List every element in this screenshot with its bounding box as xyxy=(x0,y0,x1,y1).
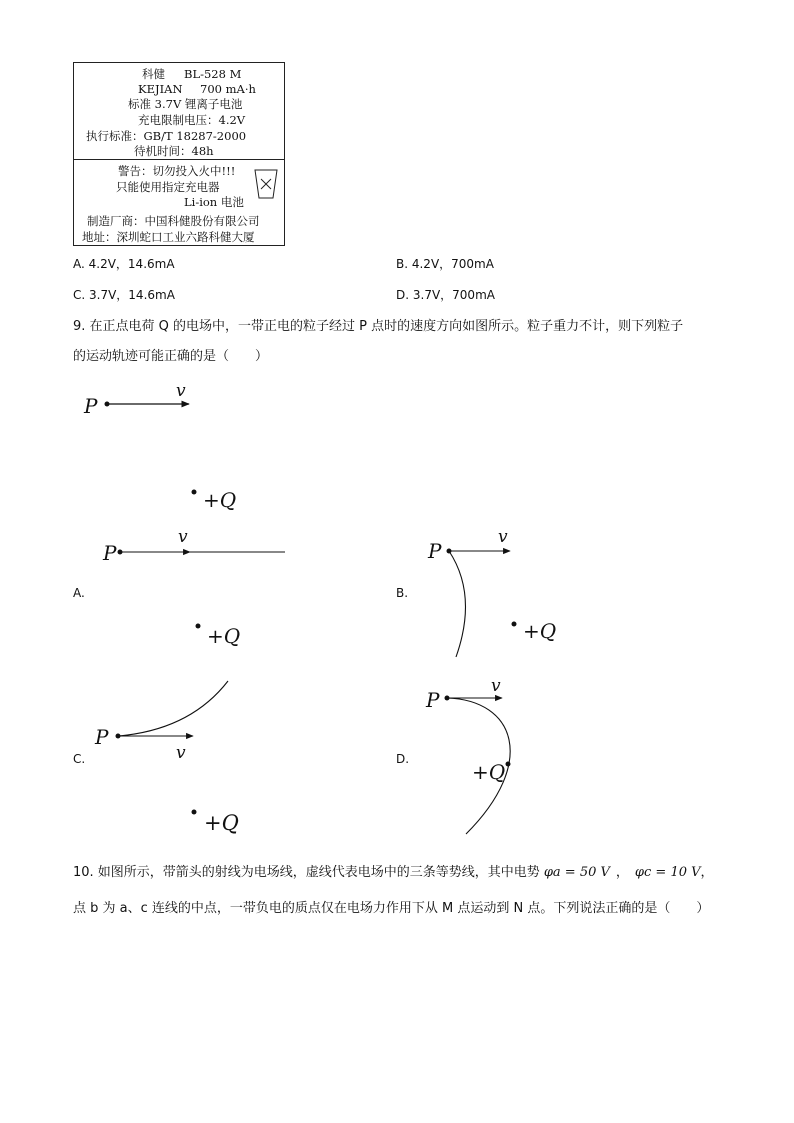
q9-option-c-figure xyxy=(90,618,260,763)
q10-stem-line1 xyxy=(73,864,714,882)
point-p-label: P xyxy=(95,725,109,749)
velocity-label: v xyxy=(176,743,186,763)
q9-option-c-label: C. xyxy=(73,752,86,766)
charge-q-label: +Q xyxy=(204,811,239,835)
q10-stem-line2: 点 b 为 a、c 连线的中点，一带负电的质点仅在电场力作用下从 M 点运动到 N 点。下列说法正确的是（ ） xyxy=(73,901,710,916)
label-divider xyxy=(74,159,284,160)
q9-option-a-label: A. xyxy=(73,586,85,600)
q8-option-b: B. 4.2V，700mA xyxy=(396,257,494,271)
no-trash-icon xyxy=(253,166,279,200)
charge-q-dot xyxy=(192,810,197,815)
charge-q-label: +Q xyxy=(203,488,237,512)
label-li-ion: Li-ion 电池 xyxy=(184,195,244,209)
q9-option-b-label: B. xyxy=(396,586,409,600)
q10-phi-a: φa = 50 V xyxy=(543,865,610,880)
label-maker: 制造厂商：中国科健股份有限公司 xyxy=(87,214,260,228)
q10-comma-end: ， xyxy=(700,865,714,880)
q10-phi-c: φc = 10 V xyxy=(634,865,701,880)
q9-option-d-figure xyxy=(420,672,550,842)
label-warning-fire: 警告：切勿投入火中!!! xyxy=(118,164,236,178)
velocity-label: v xyxy=(178,527,188,547)
q10-stem-text: 10. 如图所示，带箭头的射线为电场线，虚线代表电场中的三条等势线，其中电势 xyxy=(73,865,540,880)
q8-option-a: A. 4.2V，14.6mA xyxy=(73,257,175,271)
label-brand-cn: 科健 xyxy=(142,67,165,81)
battery-label-box xyxy=(73,62,285,246)
charge-q-dot xyxy=(192,490,197,495)
charge-q-label: +Q xyxy=(523,619,557,643)
trajectory-curve xyxy=(449,551,465,657)
velocity-label: v xyxy=(176,381,186,401)
charge-q-dot xyxy=(512,622,517,627)
label-exec-standard: 执行标准：GB/T 18287-2000 xyxy=(86,129,247,143)
label-capacity: 700 mA·h xyxy=(200,82,256,96)
label-brand-en: KEJIAN xyxy=(138,82,183,96)
label-standby-time: 待机时间：48h xyxy=(134,144,214,158)
q9-main-figure xyxy=(78,380,198,420)
charge-q-label: +Q xyxy=(207,624,241,648)
label-standard: 标准 3.7V 锂离子电池 xyxy=(128,97,243,111)
charge-q-dot xyxy=(506,762,511,767)
q8-option-c: C. 3.7V，14.6mA xyxy=(73,288,175,302)
charge-q-dot xyxy=(196,624,201,629)
point-p-label: P xyxy=(84,394,98,418)
velocity-label: v xyxy=(491,676,501,696)
point-p-label: P xyxy=(103,541,117,565)
velocity-label: v xyxy=(498,527,508,547)
q8-option-d: D. 3.7V，700mA xyxy=(396,288,495,302)
q9-option-b-figure xyxy=(420,525,570,665)
q9-stem-line1: 9. 在正点电荷 Q 的电场中，一带正电的粒子经过 P 点时的速度方向如图所示。粒子重力不计，则下列粒子 xyxy=(73,319,684,334)
q9-extra-charge xyxy=(185,800,245,840)
label-charge-voltage: 充电限制电压：4.2V xyxy=(138,113,246,127)
trajectory-curve xyxy=(118,681,228,736)
q10-comma: ， xyxy=(615,865,629,880)
q9-option-d-label: D. xyxy=(396,752,410,766)
q9-option-a-figure xyxy=(95,480,295,570)
label-warning-charger: 只能使用指定充电器 xyxy=(116,180,220,194)
label-address: 地址：深圳蛇口工业六路科健大厦 xyxy=(82,230,255,244)
charge-q-label: +Q xyxy=(472,760,506,784)
q9-stem-line2: 的运动轨迹可能正确的是（ ） xyxy=(73,349,269,364)
point-p-label: P xyxy=(428,539,442,563)
label-model: BL-528 M xyxy=(184,67,242,81)
point-p-label: P xyxy=(426,688,440,712)
